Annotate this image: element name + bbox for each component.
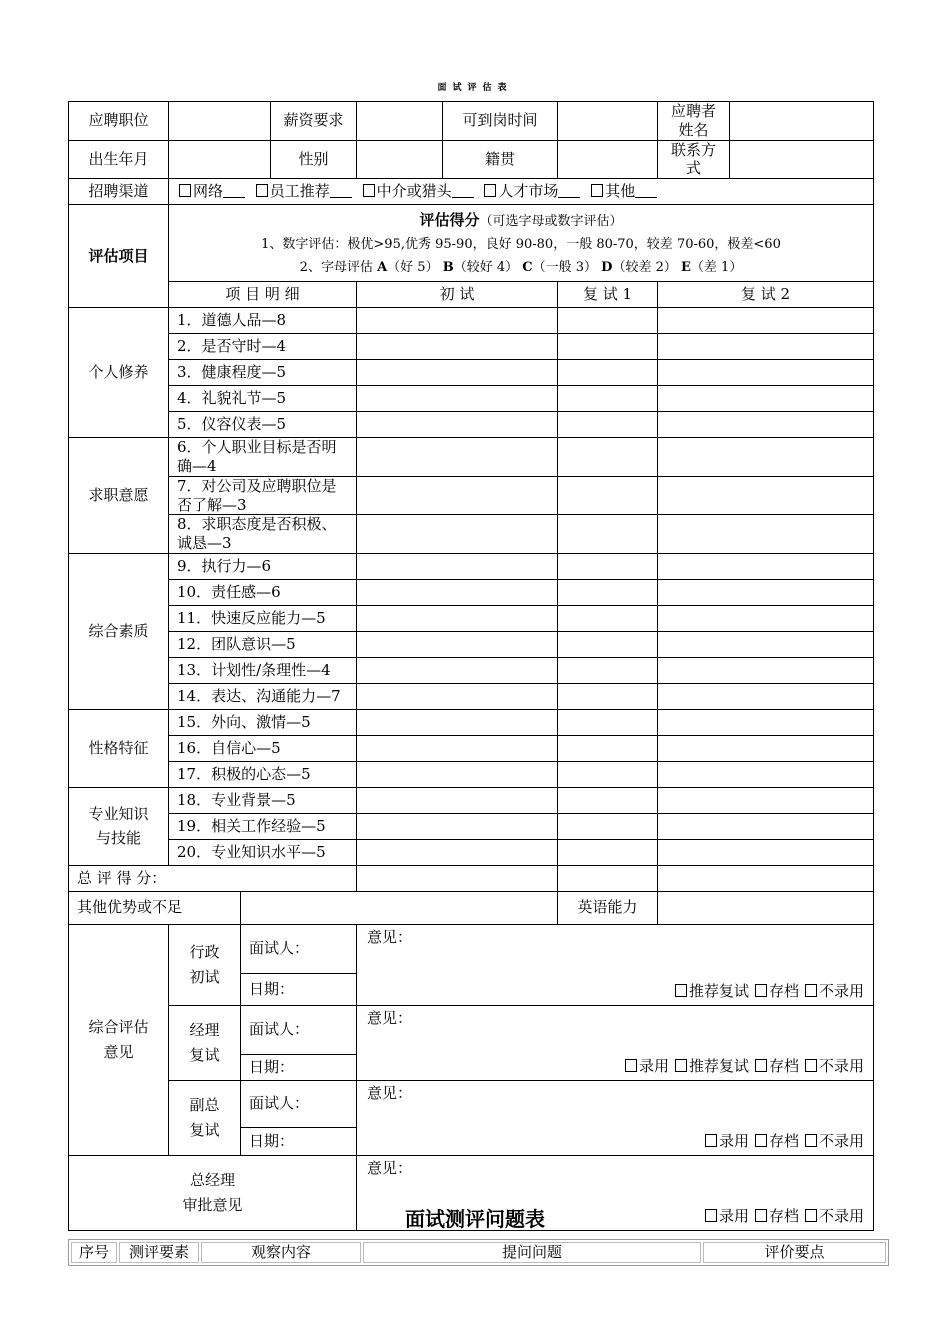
header-evaluation: 评价要点 — [703, 1242, 886, 1263]
score-cell[interactable] — [357, 360, 558, 386]
birth-label: 出生年月 — [69, 140, 169, 179]
checkbox-icon[interactable] — [805, 1134, 817, 1147]
interviewer-field[interactable]: 面试人： — [241, 1005, 357, 1054]
decision-options: 录用 推荐复试 存档 不录用 — [619, 1057, 864, 1076]
score-cell[interactable] — [558, 515, 658, 554]
checkbox-icon[interactable] — [363, 184, 375, 197]
date-field[interactable]: 日期： — [241, 973, 357, 1005]
score-cell[interactable] — [658, 683, 874, 709]
criteria-heading: 评估得分 — [419, 211, 480, 229]
english-field[interactable] — [658, 891, 874, 924]
item-label: 2．是否守时—4 — [169, 334, 357, 360]
checkbox-icon[interactable] — [179, 184, 191, 197]
fill-blank[interactable] — [558, 185, 580, 198]
group-name: 综合素质 — [69, 553, 169, 709]
item-label: 4．礼貌礼节—5 — [169, 386, 357, 412]
gender-field[interactable] — [357, 140, 443, 179]
detail-column-header: 项 目 明 细 — [169, 282, 357, 308]
fill-blank[interactable] — [223, 185, 245, 198]
score-cell[interactable] — [558, 813, 658, 839]
score-cell[interactable] — [558, 605, 658, 631]
form-title: 面试评估表 — [437, 83, 513, 93]
opinion-label: 意见： — [367, 1083, 413, 1102]
checkbox-icon[interactable] — [805, 984, 817, 997]
score-cell[interactable] — [558, 438, 658, 477]
position-field[interactable] — [169, 102, 271, 141]
score-cell[interactable] — [558, 579, 658, 605]
checkbox-icon[interactable] — [705, 1134, 717, 1147]
item-label: 8．求职态度是否积极、诚恳—3 — [169, 515, 357, 554]
checkbox-icon[interactable] — [755, 984, 767, 997]
question-table-title: 面试测评问题表 — [405, 1207, 545, 1231]
gender-label: 性别 — [271, 140, 357, 179]
checkbox-icon[interactable] — [256, 184, 268, 197]
date-field[interactable]: 日期： — [241, 1054, 357, 1080]
second-interview-header: 复 试 1 — [558, 282, 658, 308]
score-cell[interactable] — [357, 334, 558, 360]
stage-label: 经理 复试 — [169, 1005, 241, 1080]
group-name: 求职意愿 — [69, 438, 169, 554]
item-label: 14．表达、沟通能力—7 — [169, 683, 357, 709]
checkbox-icon[interactable] — [625, 1059, 637, 1072]
score-cell[interactable] — [357, 709, 558, 735]
checkbox-icon[interactable] — [675, 984, 687, 997]
item-label: 10．责任感—6 — [169, 579, 357, 605]
item-label: 12．团队意识—5 — [169, 631, 357, 657]
score-cell[interactable] — [658, 787, 874, 813]
score-cell[interactable] — [658, 515, 874, 554]
table-row — [71, 1242, 886, 1263]
letter-criteria: 2、字母评估 A（好 5） B（较好 4） C（一般 3） D（较差 2） E（差 1） — [299, 259, 743, 275]
score-cell[interactable] — [558, 631, 658, 657]
score-cell[interactable] — [357, 579, 558, 605]
overall-label: 综合评估 意见 — [69, 924, 169, 1155]
checkbox-icon[interactable] — [755, 1134, 767, 1147]
salary-field[interactable] — [357, 102, 443, 141]
score-cell[interactable] — [357, 476, 558, 515]
item-label: 19．相关工作经验—5 — [169, 813, 357, 839]
date-field[interactable]: 日期： — [241, 1127, 357, 1155]
available-field[interactable] — [558, 102, 658, 141]
criteria-label: 评估项目 — [69, 205, 169, 308]
score-cell[interactable] — [658, 709, 874, 735]
channel-option-other: 其他 — [605, 182, 636, 201]
checkbox-icon[interactable] — [675, 1059, 687, 1072]
score-cell[interactable] — [658, 334, 874, 360]
score-cell[interactable] — [357, 553, 558, 579]
interviewer-field[interactable]: 面试人： — [241, 1080, 357, 1127]
third-interview-header: 复 试 2 — [658, 282, 874, 308]
checkbox-icon[interactable] — [484, 184, 496, 197]
group-name: 专业知识 与技能 — [69, 787, 169, 865]
score-cell[interactable] — [558, 787, 658, 813]
contact-field[interactable] — [730, 140, 874, 179]
score-cell[interactable] — [658, 360, 874, 386]
score-cell[interactable] — [357, 735, 558, 761]
opinion-cell[interactable] — [357, 924, 874, 1005]
score-cell[interactable] — [658, 813, 874, 839]
score-cell[interactable] — [357, 386, 558, 412]
applicant-name-field[interactable] — [730, 102, 874, 141]
score-cell[interactable] — [357, 515, 558, 554]
score-cell[interactable] — [658, 412, 874, 438]
decision-options: 录用 存档 不录用 — [699, 1207, 864, 1226]
score-cell[interactable] — [558, 386, 658, 412]
channel-label: 招聘渠道 — [69, 179, 169, 205]
score-cell[interactable] — [558, 412, 658, 438]
score-cell[interactable] — [558, 308, 658, 334]
header-element: 测评要素 — [119, 1242, 199, 1263]
total-score-cell[interactable] — [658, 865, 874, 891]
score-cell[interactable] — [357, 308, 558, 334]
score-cell[interactable] — [658, 631, 874, 657]
score-cell[interactable] — [357, 683, 558, 709]
score-cell[interactable] — [357, 657, 558, 683]
header-questions: 提问问题 — [363, 1242, 701, 1263]
fill-blank[interactable] — [452, 185, 474, 198]
score-cell[interactable] — [357, 761, 558, 787]
checkbox-icon[interactable] — [591, 184, 603, 197]
score-cell[interactable] — [658, 308, 874, 334]
score-cell[interactable] — [558, 657, 658, 683]
other-strengths-field[interactable] — [241, 891, 558, 924]
score-cell[interactable] — [558, 476, 658, 515]
fill-blank[interactable] — [635, 185, 657, 198]
other-strengths-label: 其他优势或不足 — [69, 891, 241, 924]
score-cell[interactable] — [658, 386, 874, 412]
available-label: 可到岗时间 — [443, 102, 558, 141]
criteria-note: （可选字母或数字评估） — [479, 214, 623, 229]
birth-field[interactable] — [169, 140, 271, 179]
score-cell[interactable] — [658, 761, 874, 787]
contact-label: 联系方式 — [658, 140, 730, 179]
salary-label: 薪资要求 — [271, 102, 357, 141]
opinion-cell[interactable] — [357, 1080, 874, 1155]
score-cell[interactable] — [558, 334, 658, 360]
interviewer-field[interactable]: 面试人： — [241, 924, 357, 973]
score-cell[interactable] — [558, 360, 658, 386]
item-label: 18．专业背景—5 — [169, 787, 357, 813]
channel-option-referral: 员工推荐 — [269, 182, 330, 201]
applicant-name-label: 应聘者姓名 — [658, 102, 730, 141]
score-cell[interactable] — [558, 839, 658, 865]
score-cell[interactable] — [357, 787, 558, 813]
origin-field[interactable] — [558, 140, 658, 179]
stage-label: 行政 初试 — [169, 924, 241, 1005]
score-cell[interactable] — [357, 412, 558, 438]
question-table — [68, 1239, 889, 1266]
score-cell[interactable] — [658, 438, 874, 477]
gm-approval-label: 总经理 审批意见 — [69, 1155, 357, 1230]
score-cell[interactable] — [658, 605, 874, 631]
opinion-label: 意见： — [367, 1158, 413, 1177]
origin-label: 籍贯 — [443, 140, 558, 179]
item-label: 20．专业知识水平—5 — [169, 839, 357, 865]
score-cell[interactable] — [658, 579, 874, 605]
channel-option-agency: 中介或猎头 — [376, 182, 452, 201]
score-cell[interactable] — [658, 553, 874, 579]
first-interview-header: 初 试 — [357, 282, 558, 308]
score-cell[interactable] — [658, 735, 874, 761]
opinion-label: 意见： — [367, 1008, 413, 1027]
channel-options — [169, 179, 874, 205]
header-observation: 观察内容 — [201, 1242, 361, 1263]
item-label: 1．道德人品—8 — [169, 308, 357, 334]
score-cell[interactable] — [658, 657, 874, 683]
item-label: 16．自信心—5 — [169, 735, 357, 761]
item-label: 3．健康程度—5 — [169, 360, 357, 386]
item-label: 5．仪容仪表—5 — [169, 412, 357, 438]
header-number: 序号 — [71, 1242, 117, 1263]
english-label: 英语能力 — [558, 891, 658, 924]
score-cell[interactable] — [357, 605, 558, 631]
item-label: 6．个人职业目标是否明确—4 — [169, 438, 357, 477]
total-score-cell[interactable] — [357, 865, 558, 891]
total-score-label: 总 评 得 分： — [69, 865, 357, 891]
channel-option-network: 网络 — [193, 182, 224, 201]
score-cell[interactable] — [357, 438, 558, 477]
checkbox-icon[interactable] — [805, 1059, 817, 1072]
position-label: 应聘职位 — [69, 102, 169, 141]
score-cell[interactable] — [558, 683, 658, 709]
item-label: 7．对公司及应聘职位是否了解—3 — [169, 476, 357, 515]
score-cell[interactable] — [558, 761, 658, 787]
item-label: 15．外向、激情—5 — [169, 709, 357, 735]
channel-option-market: 人才市场 — [498, 182, 559, 201]
score-cell[interactable] — [357, 631, 558, 657]
group-name: 性格特征 — [69, 709, 169, 787]
score-cell[interactable] — [357, 839, 558, 865]
item-label: 13．计划性/条理性—4 — [169, 657, 357, 683]
score-cell[interactable] — [558, 709, 658, 735]
decision-options: 推荐复试 存档 不录用 — [669, 982, 864, 1001]
group-name: 个人修养 — [69, 308, 169, 438]
score-cell[interactable] — [357, 813, 558, 839]
score-cell[interactable] — [558, 553, 658, 579]
opinion-label: 意见： — [367, 927, 413, 946]
scoring-criteria — [169, 205, 874, 282]
fill-blank[interactable] — [330, 185, 352, 198]
score-cell[interactable] — [658, 839, 874, 865]
item-label: 11．快速反应能力—5 — [169, 605, 357, 631]
opinion-cell[interactable] — [357, 1005, 874, 1080]
stage-label: 副总 复试 — [169, 1080, 241, 1155]
checkbox-icon[interactable] — [755, 1059, 767, 1072]
numeric-criteria: 1、数字评估：极优>95,优秀 95-90，良好 90-80，一般 80-70，较差 70-60，极差<60 — [261, 236, 781, 252]
item-label: 17．积极的心态—5 — [169, 761, 357, 787]
score-cell[interactable] — [658, 476, 874, 515]
score-cell[interactable] — [558, 735, 658, 761]
interview-evaluation-form — [68, 101, 874, 1231]
decision-options: 录用 存档 不录用 — [699, 1132, 864, 1151]
total-score-cell[interactable] — [558, 865, 658, 891]
item-label: 9．执行力—6 — [169, 553, 357, 579]
